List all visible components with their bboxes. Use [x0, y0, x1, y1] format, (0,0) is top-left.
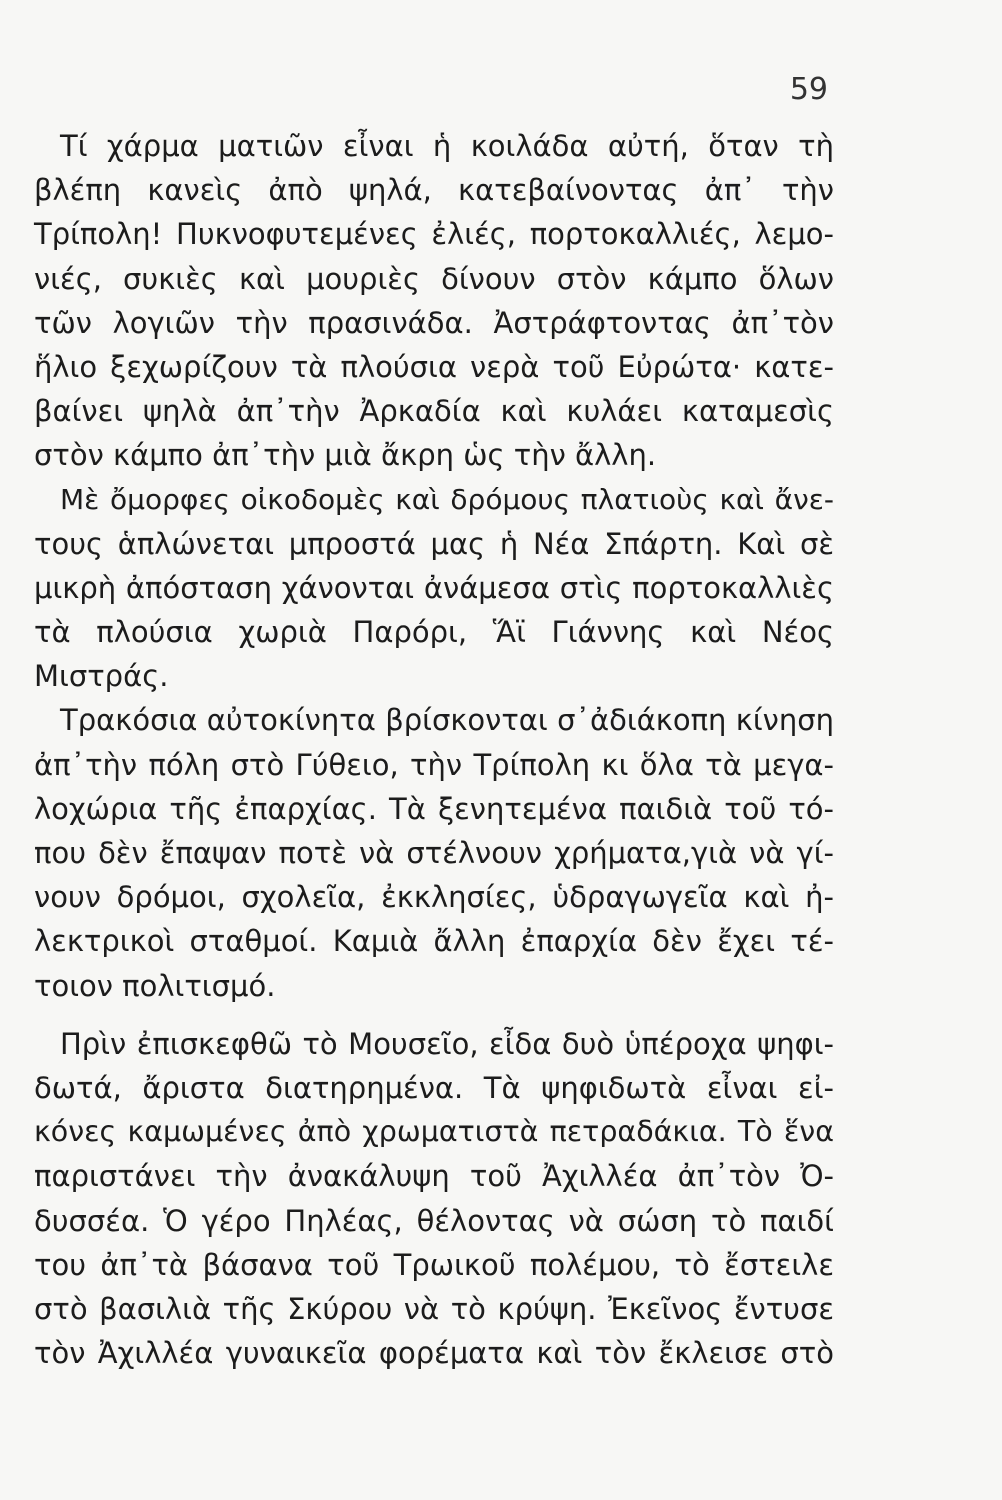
text-line: τους ἁπλώνεται μπροστά μας ἡ Νέα Σπάρτη. Καὶ σὲ — [34, 526, 834, 561]
text-line: βαίνει ψηλὰ ἀπ᾽τὴν Ἀρκαδία καὶ κυλάει καταμεσὶς — [34, 394, 834, 429]
text-line: ἀπ᾽τὴν πόλη στὸ Γύθειο, τὴν Τρίπολη κι ὅλα τὰ μεγα- — [34, 747, 834, 782]
text-line: Μιστράς. — [34, 659, 169, 694]
text-line: ἥλιο ξεχωρίζουν τὰ πλούσια νερὰ τοῦ Εὐρώτα· κατε- — [34, 349, 834, 384]
text-line: νιές, συκιὲς καὶ μουριὲς δίνουν στὸν κάμπο ὅλων — [34, 261, 834, 296]
text-line: παριστάνει τὴν ἀνακάλυψη τοῦ Ἀχιλλέα ἀπ᾽τὸν Ὀ- — [34, 1159, 834, 1194]
text-line: Μὲ ὄμορφες οἰκοδομὲς καὶ δρόμους πλατιοὺς καὶ ἄνε- — [60, 482, 834, 516]
text-line: στὸ βασιλιὰ τῆς Σκύρου νὰ τὸ κρύψη. Ἐκεῖνος ἔντυσε — [34, 1291, 834, 1326]
text-line: Τί χάρμα ματιῶν εἶναι ἡ κοιλάδα αὐτή, ὅταν τὴ — [60, 129, 834, 163]
text-line: τῶν λογιῶν τὴν πρασινάδα. Ἀστράφτοντας ἀπ᾽τὸν — [34, 305, 834, 340]
paragraph-valley — [34, 124, 834, 478]
text-line: βλέπη κανεὶς ἀπὸ ψηλά, κατεβαίνοντας ἀπ᾽ τὴν — [34, 173, 834, 208]
paragraph-mosaics — [34, 1022, 834, 1376]
text-line: τὰ πλούσια χωριὰ Παρόρι, Ἅϊ Γιάννης καὶ Νέος — [34, 615, 834, 650]
text-line: δυσσέα. Ὁ γέρο Πηλέας, θέλοντας νὰ σώση τὸ παιδί — [34, 1203, 834, 1238]
paragraph-nea-sparti — [34, 478, 834, 699]
text-line: μικρὴ ἀπόσταση χάνονται ἀνάμεσα στὶς πορτοκαλλιὲς — [34, 570, 834, 605]
text-line: νουν δρόμοι, σχολεῖα, ἐκκλησίες, ὑδραγωγεῖα καὶ ἠ- — [34, 880, 834, 915]
text-line: λεκτρικοὶ σταθμοί. Καμιὰ ἄλλη ἐπαρχία δὲν ἔχει τέ- — [34, 924, 834, 959]
text-line: κόνες καμωμένες ἀπὸ χρωματιστὰ πετραδάκια. Τὸ ἕνα — [34, 1115, 834, 1149]
text-line: Τρίπολη! Πυκνοφυτεμένες ἐλιές, πορτοκαλλιές, λεμο- — [34, 217, 834, 252]
text-line: τοιον πολιτισμό. — [34, 968, 276, 1003]
paragraph-automobiles — [34, 698, 834, 1007]
text-line: λοχώρια τῆς ἐπαρχίας. Τὰ ξενητεμένα παιδιὰ τοῦ τό- — [34, 791, 834, 826]
text-line: Πρὶν ἐπισκεφθῶ τὸ Μουσεῖο, εἶδα δυὸ ὑπέροχα ψηφι- — [60, 1026, 834, 1061]
text-line: του ἀπ᾽τὰ βάσανα τοῦ Τρωικοῦ πολέμου, τὸ ἔστειλε — [34, 1247, 834, 1282]
text-line: τὸν Ἀχιλλέα γυναικεῖα φορέματα καὶ τὸν ἔκλεισε στὸ — [34, 1336, 834, 1371]
text-line: στὸν κάμπο ἀπ᾽τὴν μιὰ ἄκρη ὡς τὴν ἄλλη. — [34, 438, 657, 473]
text-line: Τρακόσια αὐτοκίνητα βρίσκονται σ᾽ἀδιάκοπη κίνηση — [60, 703, 834, 738]
text-line: δωτά, ἄριστα διατηρημένα. Τὰ ψηφιδωτὰ εἶναι εἰ- — [34, 1070, 834, 1105]
text-line: που δὲν ἔπαψαν ποτὲ νὰ στέλνουν χρήματα,γιὰ νὰ γί- — [34, 836, 834, 870]
body-text — [34, 124, 834, 1375]
page-number: 59 — [789, 72, 828, 107]
